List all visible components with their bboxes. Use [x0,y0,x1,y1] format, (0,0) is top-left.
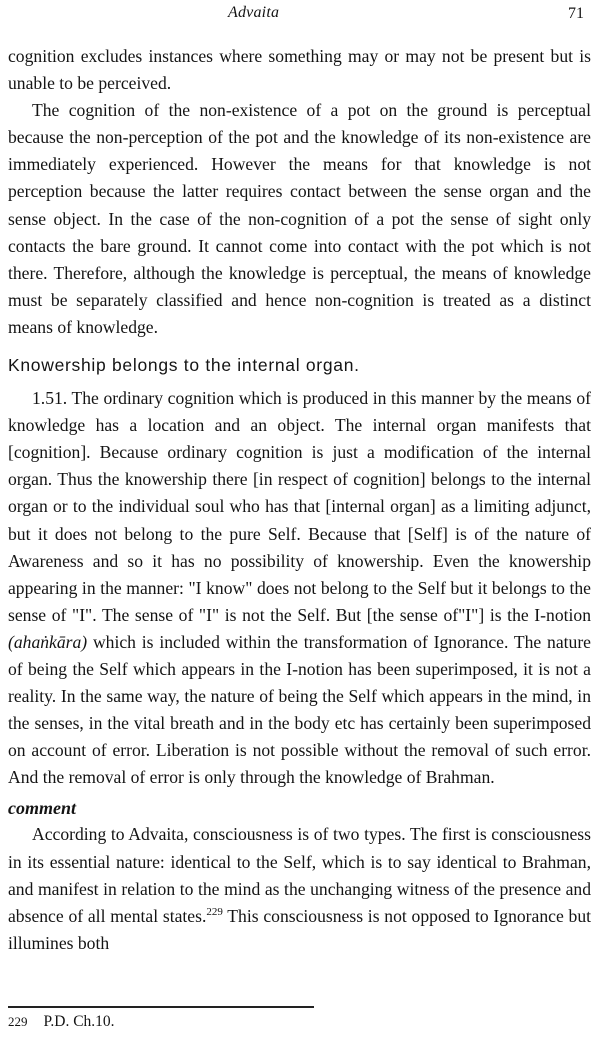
footnote [8,1013,115,1031]
paragraph-non-cognition: The cognition of the non-existence of a pot on the ground is perceptual because the non-perception of the pot and the knowledge of its non-existence are immediately experienced. However the means for that knowledge is not perception because the latter requires contact between the sense organ and the sense object. In the case of the non-cognition of a pot the sense of sight only contacts the bare ground. It cannot come into contact with the pot which is not there. Therefore, although the knowledge is perceptual, the means of knowledge must be separately classified and hence non-cognition is treated as a distinct means of knowledge. [8,100,591,337]
paragraph-1-51 [8,385,591,791]
footnote-rule [8,1006,314,1008]
footnote-text: P.D. Ch.10. [43,1013,115,1030]
paragraph-text: This consciousness is not opposed to Ignorance but illumines both [8,905,591,953]
footnote-mark: 229 [8,1014,28,1029]
sanskrit-term: (ahaṅkāra) [8,631,88,652]
comment-label: comment [8,798,76,819]
paragraph-continuation: cognition excludes instances where something may or may not be present but is unable to be perceived. [8,46,591,94]
section-heading: Knowership belongs to the internal organ. [8,355,360,376]
footnote-reference: 229 [206,905,223,918]
paragraph-comment [8,821,591,956]
running-head: Advaita [228,4,280,21]
paragraph-text: 1.51. The ordinary cognition which is produced in this manner by the means of knowledge has a location and an object. The internal organ manifests that [cognition]. Because ordinary cognition is just a modification of the internal organ. Thus the knowership there [in respect of cognition] belongs to the internal organ or to the individual soul who has that [internal organ] as a limiting adjunct, but it does not belong to the pure Self. Because that [Self] is of the nature of Awareness and so it has no possibility of knowership. Even the knowership appearing in the manner: "I know" does not belong to the Self but it belongs to the sense of "I". The sense of "I" is not the Self. But [the sense of"I"] is the I-notion [8,388,591,625]
paragraph-text: According to Advaita, consciousness is of two types. The first is consciousness in its essential nature: identical to the Self, which is to say identical to Brahman, and manifest in relation to the mind as the unchanging witness of the presence and absence of all mental states. [8,824,591,926]
page-body [8,43,591,957]
paragraph-text: which is included within the transformation of Ignorance. The nature of being the Self which appears in the I-notion has been superimposed, it is not a reality. In the same way, the nature of being the Self which appears in the mind, in the senses, in the vital breath and in the body etc has certainly been superimposed on account of error. Liberation is not possible without the removal of such error. And the removal of error is only through the knowledge of Brahman. [8,631,591,788]
page-number: 71 [568,5,584,22]
